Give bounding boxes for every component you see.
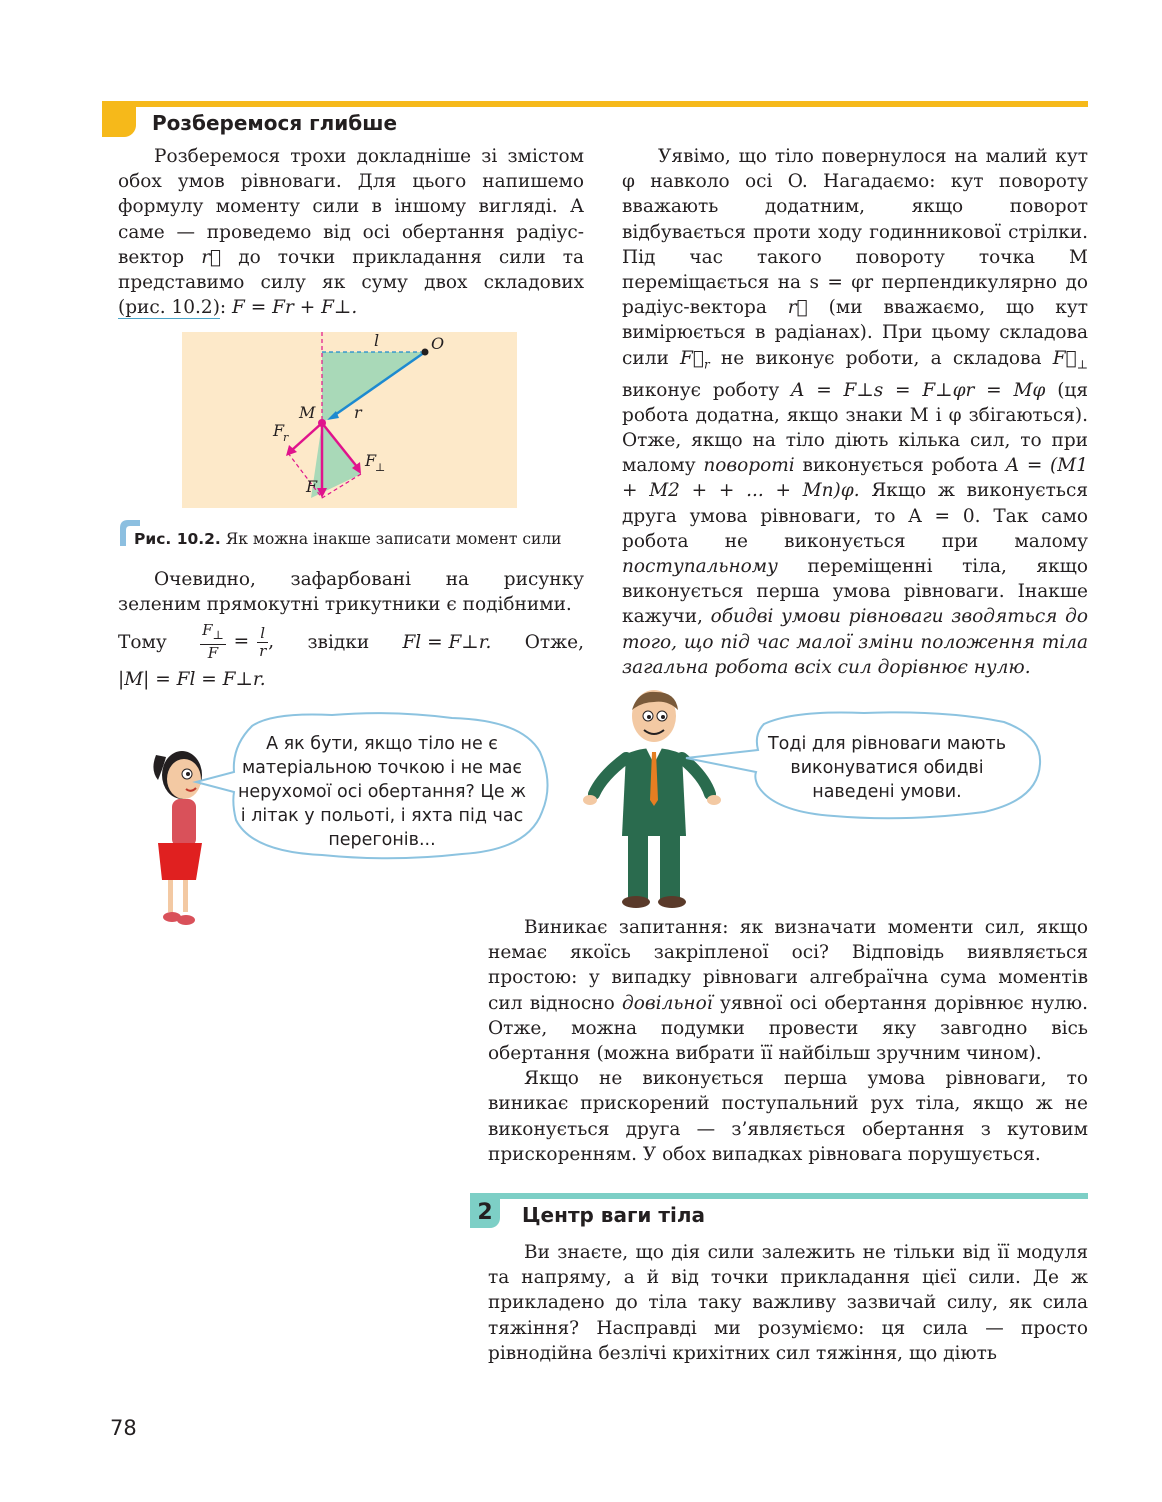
text-span: не виконує роботи, а складова bbox=[720, 347, 1042, 369]
section-header-tab bbox=[102, 101, 136, 137]
left-column-text bbox=[118, 144, 584, 320]
label-Fperp-sub: ⊥ bbox=[375, 461, 386, 474]
paragraph bbox=[488, 915, 1088, 1066]
text-span-italic: довільної bbox=[622, 992, 713, 1014]
text-span: Якщо ж виконується друга умова рівноваги, то A = 0. Так само робота не виконується при малому bbox=[622, 480, 1088, 552]
text-span-italic: поступальному bbox=[622, 555, 778, 577]
text-span: виконується робота bbox=[802, 455, 999, 477]
text-span-italic: обидві умови рівноваги зводяться до того, що під час малої зміни положення тіла загальна робота всіх сил дорівнює нулю. bbox=[622, 606, 1088, 678]
right-column-text bbox=[622, 144, 1088, 680]
label-Fperp: F bbox=[365, 451, 377, 470]
formula-work: A = F⊥s = F⊥φr = Mφ bbox=[791, 379, 1046, 401]
figure-moment-diagram bbox=[182, 332, 517, 508]
text-span: Виникає запитання: як визначати моменти сил, якщо немає якоїсь закріпленої осі? Відповідь виявляється простою: у випадку рівноваги алгебраїчна сума моментів сил відносно bbox=[488, 917, 1088, 1014]
text-span: до точки прикладання сили та представимо силу як суму двох складових bbox=[118, 246, 585, 294]
vector-r: r⃗ bbox=[787, 297, 808, 319]
page-number: 78 bbox=[110, 1416, 137, 1440]
similarity-line bbox=[118, 617, 584, 667]
label-F: F bbox=[306, 477, 318, 496]
paragraph: Ви знаєте, що дія сили залежить не тільки від її модуля та напряму, а й від точки прикладання цієї сили. Де ж прикладено до тіла таку важливу зазвичай силу, як сила тяжіння? Насправді ми розуміємо: ця сила — просто рівнодійна безлічі крихітних сил тяжіння, що діють bbox=[488, 1242, 1088, 1364]
label-r: r bbox=[354, 403, 362, 422]
label-Fr: F bbox=[273, 421, 285, 440]
ratio-formula: $\frac{F_\perp}{F}$ = $\frac{l}{r}$ , bbox=[202, 621, 275, 663]
paragraph: Очевидно, зафарбовані на рисунку зеленим прямокутні трикутники є подібними. bbox=[118, 569, 584, 616]
text-span: Отже, bbox=[524, 631, 584, 653]
text-span: звідки bbox=[307, 631, 370, 653]
label-l: l bbox=[374, 332, 380, 350]
figure-caption bbox=[134, 530, 562, 548]
text-span: Уявімо, що тіло повернулося на малий кут φ навколо осі O. Нагадаємо: кут повороту вважають додатним, якщо поворот відбувається проти ходу годинникової стрілки. Під час такого повороту точка M переміщається на s = φr перпендикулярно до радіус-вектора bbox=[622, 146, 1088, 319]
section2-header-bar bbox=[470, 1193, 1088, 1199]
formula-eq1: Fl = F⊥r. bbox=[402, 631, 492, 653]
vector-r: r⃗ bbox=[201, 246, 222, 268]
left-column-text-2 bbox=[118, 567, 584, 693]
formula-eq2: |M| = Fl = F⊥r. bbox=[118, 669, 266, 691]
text-span: (ми вважаємо, що кут вимірюється в радіанах). При цьому складова сили bbox=[622, 297, 1088, 369]
section-header-bar bbox=[102, 101, 1088, 107]
label-Fr-sub: r bbox=[283, 431, 289, 444]
text-span: Розберемося трохи докладніше зі змістом обох умов рівноваги. Для цього напишемо формулу моменту сили в іншому вигляді. А саме — проведемо від осі обертання радіус-вектор bbox=[118, 146, 584, 268]
text-span: переміщенні тіла, якщо виконується перша умова рівноваги. Інакше кажучи, bbox=[622, 555, 1088, 628]
paragraph: Розберемося трохи докладніше зі змістом обох умов рівноваги. Для цього напишемо формулу моменту сили в іншому вигляді. А саме — проведемо від осі обертання радіус-вектор r⃗ до точки прикладання сили та представимо силу як суму двох складових (рис. 10.2): F = Fr + F⊥. bbox=[118, 146, 585, 319]
formula-force-sum: F = Fr + F⊥. bbox=[232, 297, 358, 319]
vector-Fperp: $F⃗_\perp$ bbox=[1052, 347, 1088, 372]
vector-Fr: $F⃗_r$ bbox=[680, 347, 710, 372]
paragraph bbox=[622, 144, 1088, 680]
figure-link[interactable]: (рис. 10.2) bbox=[118, 297, 220, 319]
text-span: виконує роботу bbox=[622, 379, 780, 401]
man-bubble-text: Тоді для рівноваги мають виконуватися обидві наведені умови. bbox=[767, 734, 1007, 802]
bottom-column-text bbox=[488, 915, 1088, 1167]
text-span: уявної осі обертання дорівнює нулю. Отже, можна подумки провести яку завгодно вісь обертання (можна вибрати її найбільш зручним чином). bbox=[488, 992, 1088, 1065]
formula-sum-work: A = (M1 + M2 + + ... + Mn)φ. bbox=[622, 455, 1088, 502]
caption-label: Рис. 10.2. bbox=[134, 530, 221, 548]
section2-title: Центр ваги тіла bbox=[522, 1203, 705, 1227]
text-span: (ця робота додатна, якщо знаки M і φ збігаються). Отже, якщо на тіло діють кілька сил, то при малому bbox=[622, 379, 1088, 477]
label-M: M bbox=[299, 403, 316, 422]
paragraph: Якщо не виконується перша умова рівноваги, то виникає прискорений поступальний рух тіла, якщо ж не виконується друга — з’являється обертання з кутовим прискоренням. У обох випадках рівновага порушується. bbox=[488, 1068, 1088, 1165]
text-span-italic: повороті bbox=[703, 455, 795, 477]
girl-bubble-text: А як бути, якщо тіло не є матеріальною точкою і не має нерухомої осі обертання? Це ж і літак у польоті, і яхта під час перегонів... bbox=[237, 734, 527, 850]
section-title: Розберемося глибше bbox=[152, 111, 398, 135]
section2-number: 2 bbox=[470, 1196, 500, 1228]
caption-text: Як можна інакше записати момент сили bbox=[220, 530, 562, 548]
point-O bbox=[422, 349, 429, 356]
section2-text bbox=[488, 1240, 1088, 1366]
text-span: Тому bbox=[118, 631, 167, 653]
label-O: O bbox=[431, 334, 445, 353]
